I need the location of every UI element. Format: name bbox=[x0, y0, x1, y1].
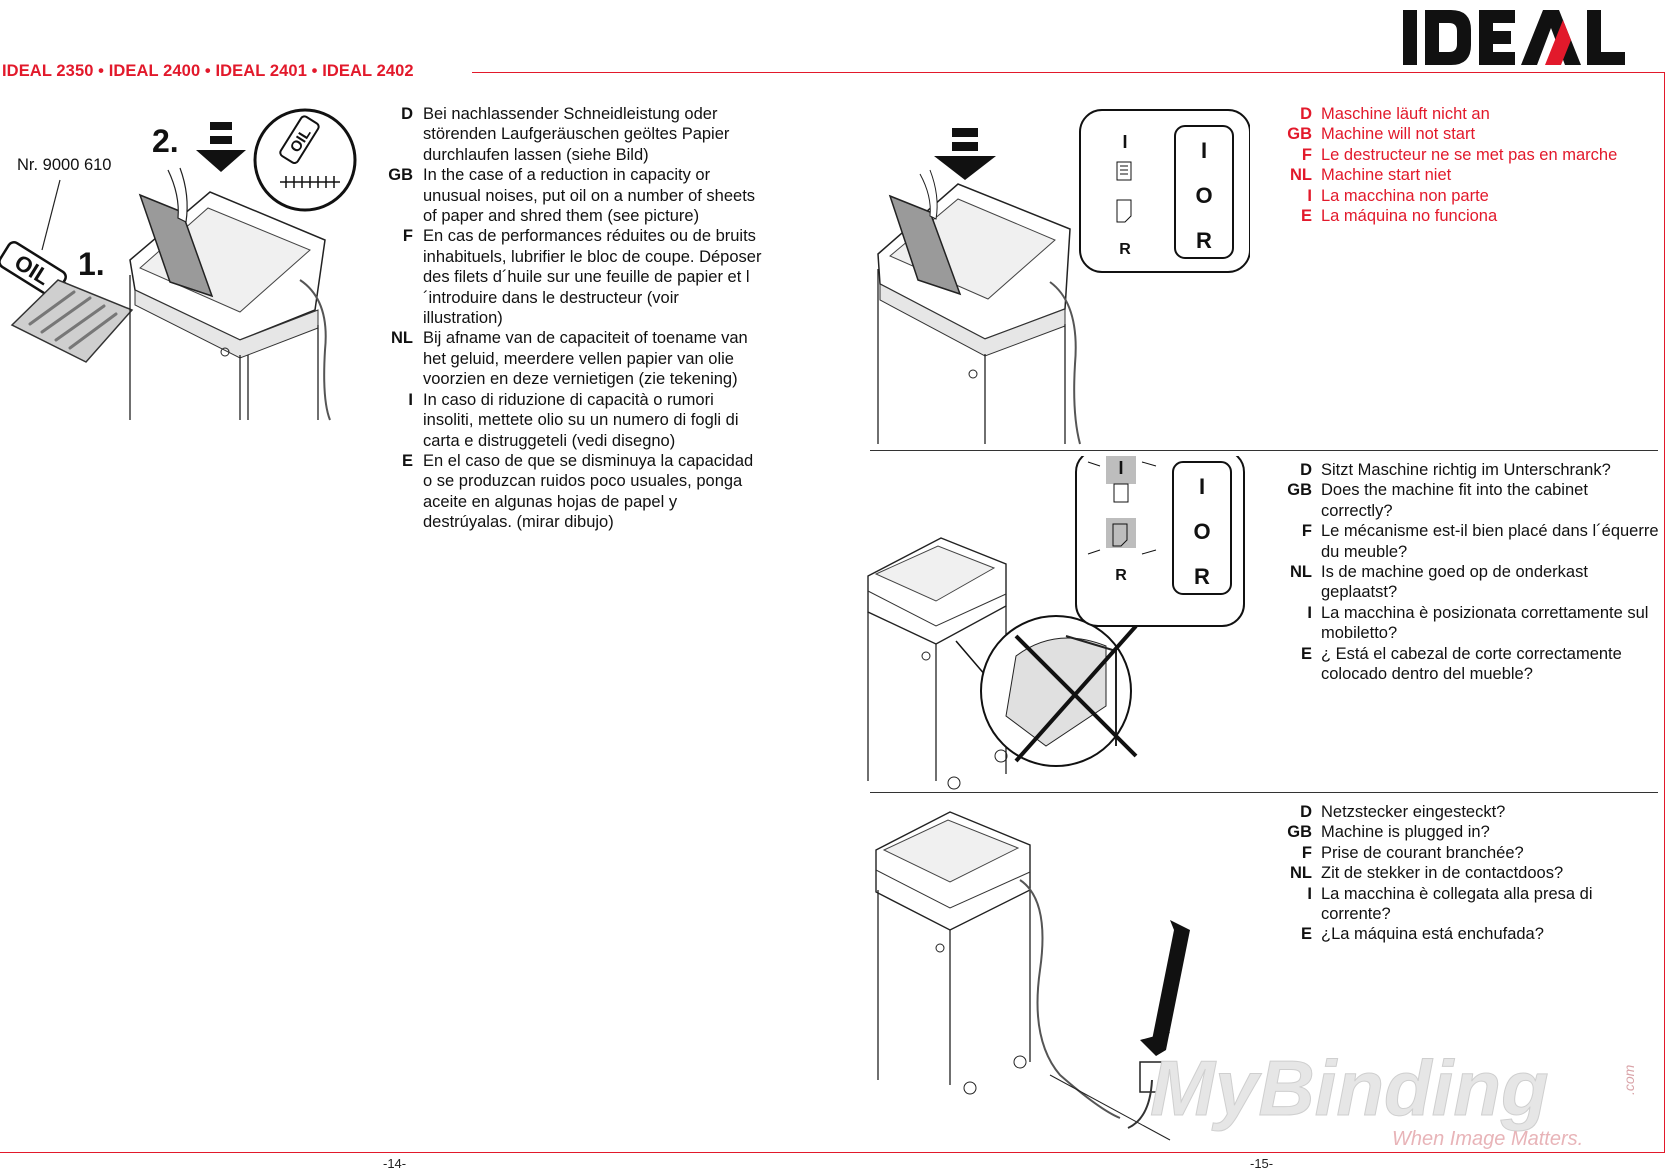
step-1-label: 1. bbox=[78, 246, 105, 282]
instruction-row bbox=[1278, 124, 1660, 144]
instruction-row bbox=[1278, 562, 1662, 603]
lang-code: GB bbox=[1287, 125, 1312, 144]
lang-code: NL bbox=[1290, 166, 1312, 185]
instruction-row bbox=[1278, 145, 1660, 165]
instruction-text: Bij afname van de capaciteit of toename van het geluid, meerdere vellen papier van olie voorzien en deze vernietigen (zie tekening) bbox=[423, 329, 748, 389]
instruction-text: Is de machine goed op de onderkast geplaatst? bbox=[1321, 563, 1588, 602]
lang-code: D bbox=[1300, 105, 1312, 123]
instruction-text: Zit de stekker in de contactdoos? bbox=[1321, 864, 1564, 883]
lang-code: F bbox=[1301, 145, 1312, 164]
instruction-text: ¿ Está el cabezal de corte correctamente colocado dentro del mueble? bbox=[1321, 644, 1622, 684]
lang-code: NL bbox=[1290, 864, 1312, 883]
lang-code: I bbox=[1307, 603, 1312, 622]
instruction-row bbox=[1278, 822, 1662, 842]
model-heading: IDEAL 2350 • IDEAL 2400 • IDEAL 2401 • IDEAL 2402 bbox=[2, 62, 418, 81]
lang-code: E bbox=[401, 451, 413, 470]
lang-code: NL bbox=[1290, 563, 1312, 582]
lang-code: E bbox=[1300, 207, 1312, 226]
rocker-i-label: I bbox=[1200, 138, 1208, 163]
instruction-text: In caso di riduzione di capacità o rumori insoliti, mettete olio su un numero di fogli di carta e distruggeteli (vedi disegno) bbox=[423, 390, 739, 450]
oiling-instructions bbox=[383, 104, 763, 533]
instruction-row bbox=[1278, 863, 1662, 883]
instruction-text: In the case of a reduction in capacity or unusual noises, put oil on a number of sheets of paper and shred them (see picture) bbox=[423, 166, 756, 226]
lang-code: I bbox=[1307, 884, 1312, 903]
instruction-row bbox=[1278, 165, 1660, 185]
lang-code: F bbox=[402, 227, 413, 246]
logo-text: IDEAL bbox=[1513, 47, 1519, 49]
instruction-text: Prise de courant branchée? bbox=[1321, 843, 1524, 862]
ideal-logo bbox=[1403, 8, 1653, 68]
instruction-row bbox=[383, 451, 763, 533]
instruction-text: ¿La máquina está enchufada? bbox=[1321, 925, 1544, 944]
instruction-row bbox=[1278, 186, 1660, 206]
switch-i-label: I bbox=[1118, 458, 1124, 478]
instruction-text: La macchina è collegata alla presa di corrente? bbox=[1321, 884, 1593, 924]
lang-code: GB bbox=[1287, 481, 1312, 500]
lang-code: GB bbox=[388, 166, 413, 185]
lang-code: NL bbox=[391, 329, 413, 348]
instruction-text: Le mécanisme est-il bien placé dans l´équerre du meuble? bbox=[1321, 522, 1659, 561]
rocker-i-label: I bbox=[1198, 474, 1206, 499]
instruction-row bbox=[383, 165, 763, 226]
switch-r-label: R bbox=[1115, 567, 1127, 584]
instruction-row bbox=[1278, 460, 1662, 480]
instruction-text: Machine will not start bbox=[1321, 125, 1476, 144]
instruction-row bbox=[1278, 521, 1662, 562]
instruction-row bbox=[1278, 802, 1662, 822]
lang-code: I bbox=[1307, 186, 1312, 205]
instruction-row bbox=[1278, 104, 1660, 124]
lang-code: I bbox=[408, 390, 413, 409]
instruction-text: La máquina no funciona bbox=[1321, 207, 1498, 226]
watermark-tagline: When Image Matters. bbox=[1392, 1128, 1584, 1150]
lang-code: E bbox=[1300, 925, 1312, 944]
instruction-row bbox=[1278, 924, 1662, 944]
lang-code: F bbox=[1301, 522, 1312, 541]
instruction-text: Does the machine fit into the cabinet correctly? bbox=[1321, 481, 1588, 520]
page-number-right: -15- bbox=[1250, 1156, 1274, 1171]
rocker-r-label: R bbox=[1196, 228, 1212, 253]
instruction-row bbox=[383, 328, 763, 389]
instruction-row bbox=[1278, 603, 1662, 644]
svg-text:OIL: OIL bbox=[286, 125, 315, 156]
instruction-text: La macchina è posizionata correttamente sul mobiletto? bbox=[1321, 603, 1649, 643]
down-arrow-icon bbox=[196, 122, 246, 172]
instruction-text: En cas de performances réduites ou de bruits inhabituels, lubrifier le bloc de coupe. Déposer des filets d´huile sur une feuille de papier et l´introduire dans le destructeur (voir illustration) bbox=[423, 227, 762, 328]
instruction-text: Machine start niet bbox=[1321, 166, 1452, 185]
instruction-text: La macchina non parte bbox=[1321, 186, 1489, 205]
lang-code: D bbox=[1300, 803, 1312, 821]
switch-i-label: I bbox=[1122, 132, 1128, 152]
lang-code: F bbox=[1301, 843, 1312, 862]
instruction-row bbox=[383, 104, 763, 165]
section-divider bbox=[870, 450, 1658, 451]
instruction-row bbox=[1278, 480, 1662, 521]
oiling-illustration bbox=[0, 100, 360, 445]
instruction-text: Sitzt Maschine richtig im Unterschrank? bbox=[1321, 461, 1611, 479]
instruction-row bbox=[1278, 884, 1662, 925]
cabinet-instructions bbox=[1278, 460, 1662, 684]
not-start-illustration bbox=[870, 104, 1250, 449]
instruction-text: Netzstecker eingesteckt? bbox=[1321, 803, 1506, 821]
instruction-text: En el caso de que se disminuya la capacidad o se produzcan ruidos poco usuales, ponga aceite en algunas hojas de papel y destrúyalas. (mirar dibujo) bbox=[423, 451, 754, 532]
step-2-label: 2. bbox=[152, 123, 179, 159]
cabinet-illustration bbox=[866, 456, 1246, 791]
rocker-o-label: O bbox=[1195, 183, 1213, 208]
instruction-row bbox=[383, 390, 763, 451]
watermark-suffix: .com bbox=[1621, 1064, 1637, 1095]
not-start-heading bbox=[1278, 104, 1660, 226]
rocker-o-label: O bbox=[1193, 519, 1211, 544]
header-rule bbox=[472, 72, 1665, 73]
instruction-row bbox=[1278, 644, 1662, 685]
part-number: Nr. 9000 610 bbox=[17, 156, 112, 174]
rocker-r-label: R bbox=[1194, 564, 1210, 589]
page-number-left: -14- bbox=[383, 1156, 407, 1171]
plug-illustration bbox=[870, 800, 1190, 1145]
watermark-brand: MyBinding bbox=[1150, 1044, 1549, 1132]
instruction-text: Machine is plugged in? bbox=[1321, 823, 1490, 842]
mybinding-watermark bbox=[1150, 1035, 1650, 1155]
instruction-text: Le destructeur ne se met pas en marche bbox=[1321, 145, 1618, 164]
lang-code: GB bbox=[1287, 823, 1312, 842]
switch-r-label: R bbox=[1119, 241, 1131, 258]
instruction-row bbox=[1278, 206, 1660, 226]
instruction-row bbox=[1278, 843, 1662, 863]
lang-code: E bbox=[1300, 644, 1312, 663]
instruction-row bbox=[383, 226, 763, 328]
instruction-text: Bei nachlassender Schneidleistung oder störenden Laufgeräuschen geöltes Papier durchlaufen lassen (siehe Bild) bbox=[423, 105, 730, 164]
lang-code: D bbox=[401, 105, 413, 123]
instruction-text: Maschine läuft nicht an bbox=[1321, 105, 1490, 123]
oil-label: OIL bbox=[10, 249, 55, 291]
lang-code: D bbox=[1300, 461, 1312, 479]
plug-instructions bbox=[1278, 802, 1662, 945]
section-divider bbox=[870, 792, 1658, 793]
